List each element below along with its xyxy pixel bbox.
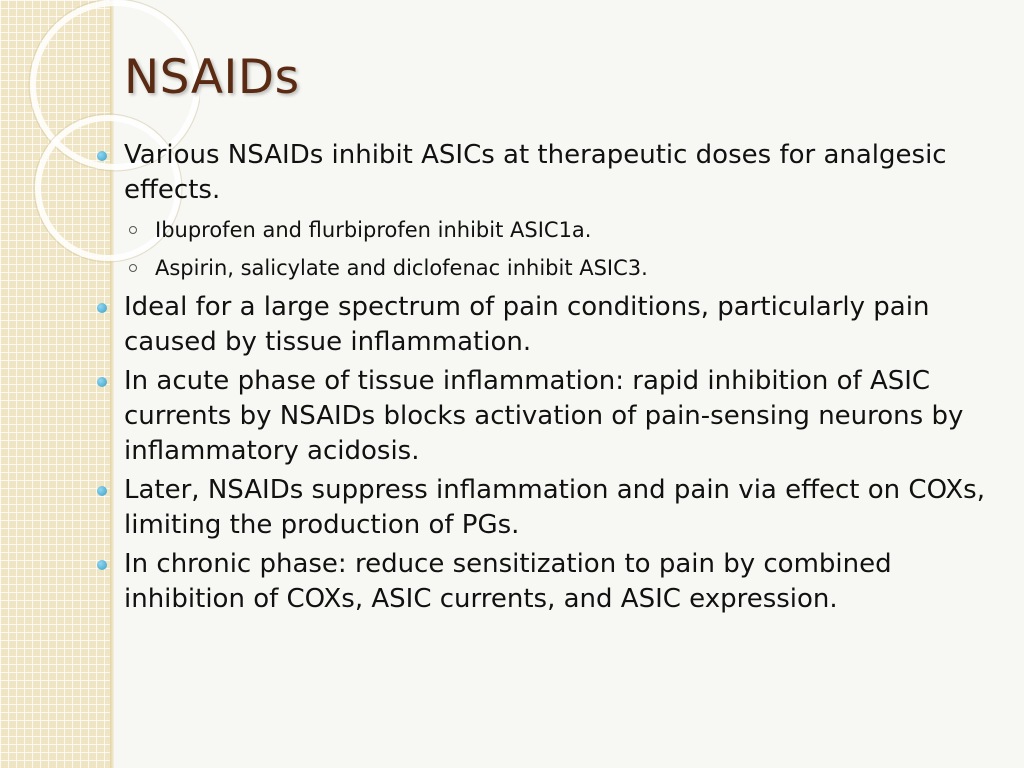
bullet-dot-icon [97,377,107,387]
bullet-text: Ideal for a large spectrum of pain conditions, particularly pain caused by tissue inflammation. [124,292,930,357]
bullet-text: In chronic phase: reduce sensitization to pain by combined inhibition of COXs, ASIC currents, and ASIC expression. [124,549,892,614]
bullet-text: Later, NSAIDs suppress inflammation and pain via effect on COXs, limiting the production of PGs. [124,475,985,540]
bullet-item [93,290,993,360]
sub-bullet-text: Aspirin, salicylate and diclofenac inhibit ASIC3. [155,256,648,280]
bullet-item [93,473,993,543]
sub-bullet-text: Ibuprofen and flurbiprofen inhibit ASIC1a. [155,218,592,242]
bullet-item [93,138,993,284]
bullet-dot-icon [97,151,107,161]
sub-bullet-item [124,252,993,284]
bullet-dot-icon [97,486,107,496]
slide-title: NSAIDs [124,50,300,105]
bullet-dot-icon [97,560,107,570]
slide-body [93,138,993,621]
bullet-dot-icon [97,303,107,313]
sub-bullet-item [124,214,993,246]
sub-bullet-list [124,214,993,284]
sub-bullet-circle-icon [129,226,137,234]
bullet-list [93,138,993,617]
bullet-text: In acute phase of tissue inflammation: rapid inhibition of ASIC currents by NSAIDs blocks activation of pain-sensing neurons by inflammatory acidosis. [124,366,964,466]
sub-bullet-circle-icon [129,264,137,272]
bullet-text: Various NSAIDs inhibit ASICs at therapeutic doses for analgesic effects. [124,140,947,205]
bullet-item [93,364,993,469]
bullet-item [93,547,993,617]
